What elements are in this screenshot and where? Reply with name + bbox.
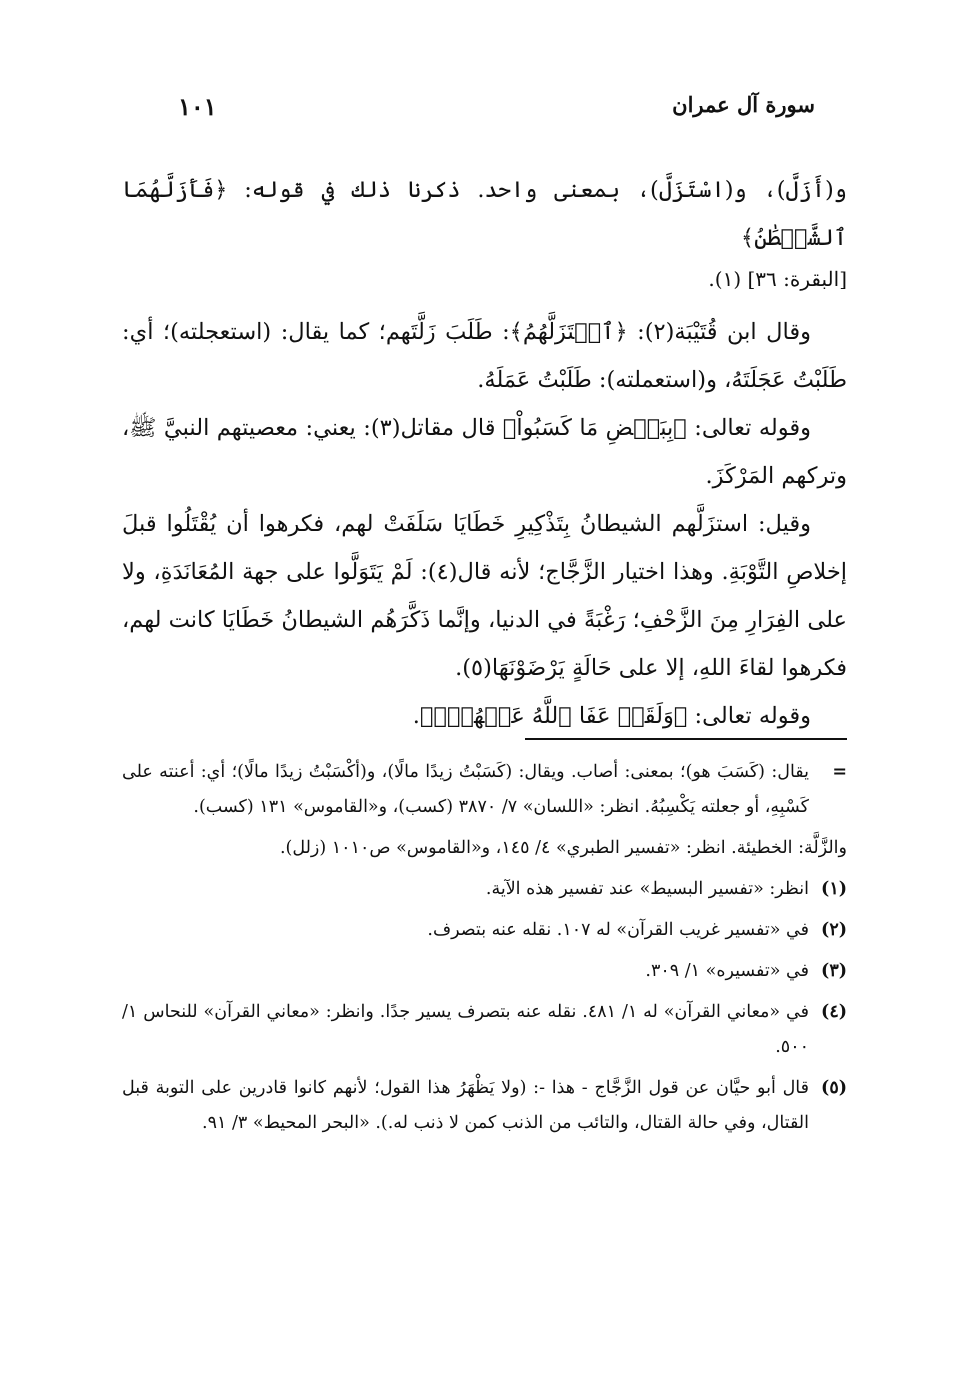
footnote-marker: (٢) <box>821 920 847 940</box>
footnote-marker: (٥) <box>821 1078 847 1098</box>
footnote-continuation <box>122 755 847 825</box>
main-text <box>122 166 847 740</box>
footnote-1 <box>122 872 847 907</box>
footnote-text: انظر: «تفسير البسيط» عند تفسير هذه الآية. <box>485 879 809 899</box>
footnote-marker: (١) <box>821 879 847 899</box>
footnote-continuation-text: يقال: (كَسَبَ هو)؛ بمعنى: أصاب. ويقال: (كَسَبْتُ زيدًا مالًا)، و(أكْسَبْتُ زيدًا مالًا)؛ أي: أعنته على كَسْبِهِ، أو جعلته يَكْسِبُهُ. انظر: «اللسان» ٧/ ٣٨٧٠ (كسب)، و«القاموس» ١٣١ (كسب). <box>122 762 809 817</box>
page-header <box>120 92 815 132</box>
footnote-text: في «معاني القرآن» له ١/ ٤٨١. نقله عنه بتصرف يسير جدًا. وانظر: «معاني القرآن» للنحاس ١/ ٥٠٠. <box>122 1002 809 1057</box>
footnote-text: قال أبو حيَّان عن قول الزَّجَّاج - هذا -: (ولا يَظْهَرُ هذا القول؛ لأنهم كانوا قادرين على التوبة قبل القتال، وفي حالة القتال، والتائب من الذنب كمن لا ذنب له.). «البحر المحيط» ٣/ ٩١. <box>122 1078 809 1133</box>
footnote-zalla <box>122 831 847 866</box>
paragraph-4: وقيل: استزَلَّهم الشيطانُ بِتَذْكِيرِ خَطَايَا سَلَفَتْ لهم، فكرهوا أن يُقْتَلُوا قبلَ إخلاصِ التَّوْبَةِ. وهذا اختيار الزَّجَّاج؛ لأنه قال(٤): لَمْ يَتَوَلَّوا على جهة المُعَانَدَةِ، ولا على الفِرَارِ مِنَ الزَّحْفِ؛ رَغْبَةً في الدنيا، وإنَّما ذَكَّرَهُم الشيطانُ خَطَايَا كانت لهم، فكرهوا لقاءَ اللهِ، إلا على حَالَةٍ يَرْضَوْنَهَا(٥). <box>122 511 847 681</box>
footnote-divider <box>525 738 847 740</box>
footnote-text: في «تفسيره» ١/ ٣٠٩. <box>645 961 809 981</box>
footnote-marker: (٤) <box>821 1002 847 1022</box>
page-number: ١٠١ <box>178 92 217 121</box>
footnote-zalla-text: والزَّلَّة: الخطيئة. انظر: «تفسير الطبري» ٤/ ١٤٥، و«القاموس» ص١٠١٠ (زلل). <box>279 838 847 858</box>
footnote-marker: (٣) <box>821 961 847 981</box>
footnote-text: في «تفسير غريب القرآن» له ١٠٧. نقله عنه بتصرف. <box>427 920 809 940</box>
quran-citation: [البقرة: ٣٦] (١). <box>708 267 847 291</box>
footnotes <box>122 755 847 1147</box>
footnote-2 <box>122 913 847 948</box>
paragraph-3: وقوله تعالى: ﴿بِبَعۡضِ مَا كَسَبُواْ﴾ قال مقاتل(٣): يعني: معصيتهم النبيَّ ﷺ، وتركهم المَرْكَزَ. <box>122 415 847 489</box>
continuation-marker: = <box>832 762 847 782</box>
footnote-3 <box>122 954 847 989</box>
paragraph-5: وقوله تعالى: ﴿وَلَقَدۡ عَفَا ٱللَّهُ عَنۡهُمۡۗ﴾. <box>412 703 811 729</box>
paragraph-2: وقال ابن قُتَيْبَة(٢): ﴿ٱسۡتَزَلَّهُمُ﴾: طَلَبَ زَلَّتَهم؛ كما يقال: (استعجلته)؛ أي: طَلَبْتُ عَجَلَتَهُ، و(استعملته): طَلَبْتُ عَمَلَهُ. <box>122 319 847 393</box>
surah-title: سورة آل عمران <box>672 92 815 117</box>
footnote-4 <box>122 995 847 1065</box>
paragraph-1: و(أَزَلَّ)، و(اسْتَزَلَّ)، بمعنى واحد. ذكرنا ذلك في قوله: ﴿فَأَزَلَّهُمَا ٱلشَّيۡطَٰنُ﴾ <box>122 177 847 251</box>
footnote-5 <box>122 1071 847 1141</box>
